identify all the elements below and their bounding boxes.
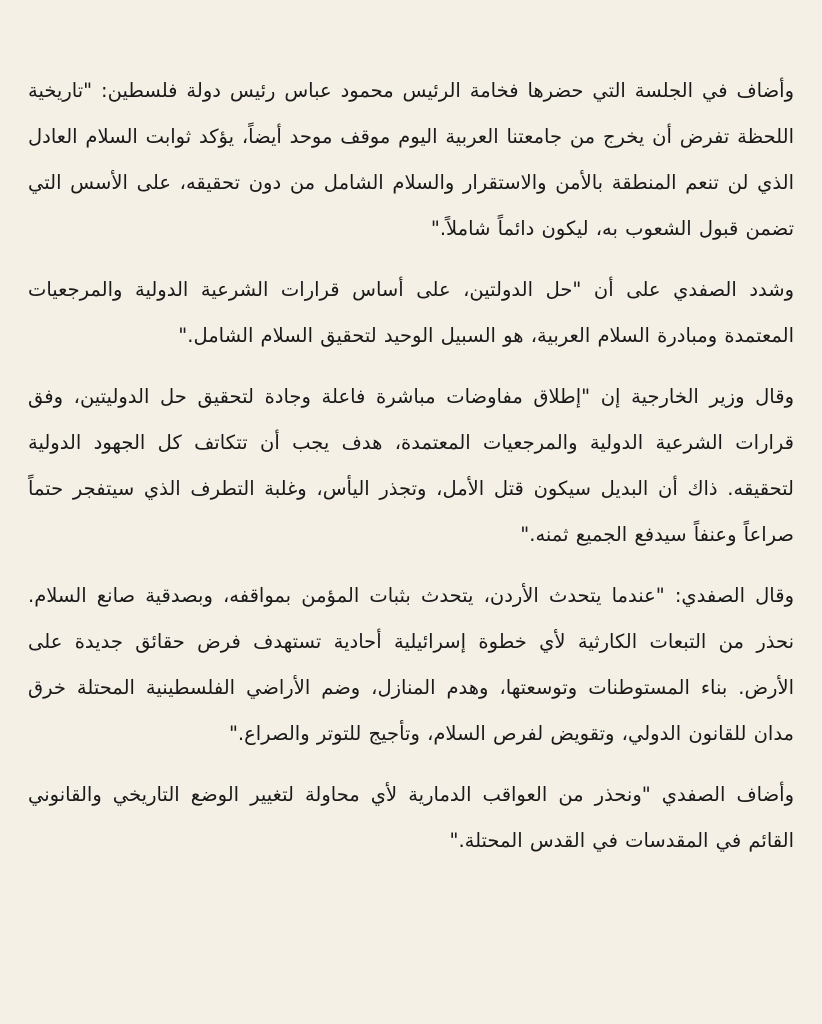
- paragraph-2: وشدد الصفدي على أن "حل الدولتين، على أساس قرارات الشرعية الدولية والمرجعيات المعتمدة ومبادرة السلام العربية، هو السبيل الوحيد لتحقيق السلام الشامل.": [28, 278, 794, 347]
- paragraph-4: وقال الصفدي: "عندما يتحدث الأردن، يتحدث بثبات المؤمن بمواقفه، وبصدقية صانع السلام. نحذر من التبعات الكارثية لأي خطوة إسرائيلية أحادية تستهدف فرض حقائق جديدة على الأرض. بناء المستوطنات وتوسعتها، وهدم المنازل، وضم الأراضي الفلسطينية المحتلة خرق مدان للقانون الدولي، وتقويض لفرص السلام، وتأجيج للتوتر والصراع.": [28, 584, 794, 745]
- paragraph-5: وأضاف الصفدي "ونحذر من العواقب الدمارية لأي محاولة لتغيير الوضع التاريخي والقانوني القائم في المقدسات في القدس المحتلة.": [28, 783, 794, 852]
- paragraph-3: وقال وزير الخارجية إن "إطلاق مفاوضات مباشرة فاعلة وجادة لتحقيق حل الدوليتين، وفق قرارات الشرعية الدولية والمرجعيات المعتمدة، هدف يجب أن تتكاتف كل الجهود الدولية لتحقيقه. ذاك أن البديل سيكون قتل الأمل، وتجذر اليأس، وغلبة التطرف الذي سيتفجر حتماً صراعاً وعنفاً سيدفع الجميع ثمنه.": [28, 385, 794, 546]
- paragraph-1: وأضاف في الجلسة التي حضرها فخامة الرئيس محمود عباس رئيس دولة فلسطين: "تاريخية اللحظة تفرض أن يخرج من جامعتنا العربية اليوم موقف موحد أيضاً، يؤكد ثوابت السلام العادل الذي لن تنعم المنطقة بالأمن والاستقرار والسلام الشامل من دون تحقيقه، على الأسس التي تضمن قبول الشعوب به، ليكون دائماً شاملاً.": [28, 79, 794, 240]
- article-body: [28, 68, 794, 864]
